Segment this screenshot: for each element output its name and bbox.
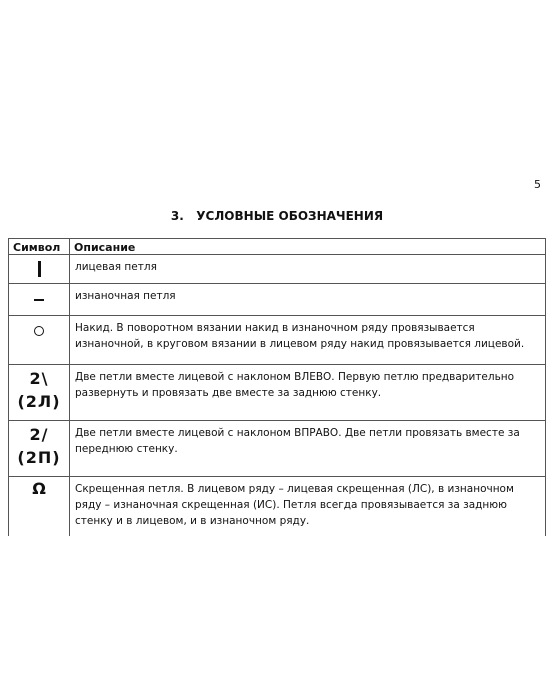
- symbol-cell: [9, 284, 70, 316]
- description-cell: изнаночная петля: [70, 284, 546, 316]
- circle-icon: [34, 326, 44, 336]
- description-cell: лицевая петля: [70, 255, 546, 284]
- description-column-header: Описание: [70, 239, 546, 255]
- symbol-cell: [9, 365, 70, 421]
- description-cell: Накид. В поворотном вязании накид в изнаночном ряду провязывается изнаночной, в круговом вязании в лицевом ряду накид провязывается лицевой.: [70, 316, 546, 365]
- table-row: [9, 365, 546, 421]
- description-cell: Две петли вместе лицевой с наклоном ВЛЕВО. Первую петлю предварительно развернуть и провязать две вместе за заднюю стенку.: [70, 365, 546, 421]
- symbol-cell: [9, 421, 70, 477]
- dash-icon: [34, 299, 44, 302]
- symbol-text: 2/ (2П): [17, 425, 61, 467]
- table-row: [9, 255, 546, 284]
- description-cell: Две петли вместе лицевой с наклоном ВПРАВО. Две петли провязать вместе за переднюю стенку.: [70, 421, 546, 477]
- section-title: 3. УСЛОВНЫЕ ОБОЗНАЧЕНИЯ: [170, 209, 384, 223]
- table-header-row: [9, 239, 546, 255]
- omega-symbol: Ω: [32, 479, 46, 498]
- table-row: [9, 316, 546, 365]
- legend-table: [8, 238, 546, 536]
- table-row: [9, 284, 546, 316]
- symbol-cell: [9, 477, 70, 537]
- symbol-column-header: Символ: [9, 239, 70, 255]
- table-row: [9, 477, 546, 537]
- symbol-cell: [9, 255, 70, 284]
- table-row: [9, 421, 546, 477]
- description-cell: Скрещенная петля. В лицевом ряду – лицевая скрещенная (ЛС), в изнаночном ряду – изнаночная скрещенная (ИС). Петля всегда провязывается за заднюю стенку и в лицевом, и в изнаночном ряду.: [70, 477, 546, 537]
- vertical-bar-icon: [38, 261, 41, 277]
- symbol-text: 2\ (2Л): [17, 369, 61, 411]
- symbol-cell: [9, 316, 70, 365]
- page-number: 5: [534, 178, 541, 191]
